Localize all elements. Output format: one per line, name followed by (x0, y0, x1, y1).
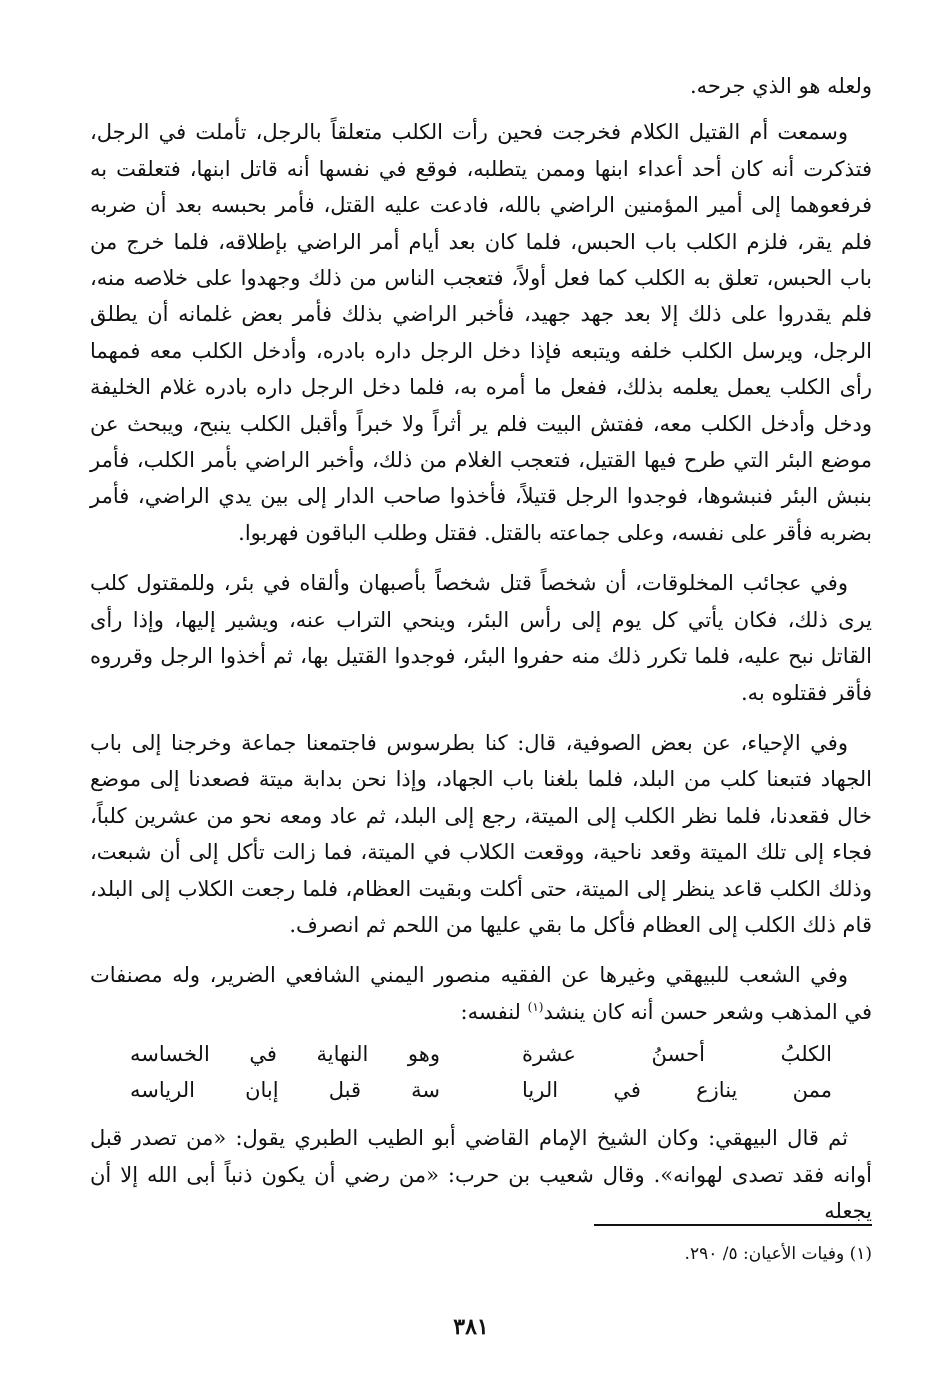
poem-word: ممن (792, 1078, 832, 1103)
poem-word: الرياسه (130, 1078, 195, 1103)
poem (130, 1036, 832, 1108)
paragraph-5-text-end: لنفسه: (460, 999, 528, 1024)
poem-word: إبان (245, 1078, 279, 1103)
poem-word: ينازع (696, 1078, 738, 1103)
poem-word: في (249, 1042, 277, 1067)
paragraph-3: وفي عجائب المخلوقات، أن شخصاً قتل شخصاً بأصبهان وألقاه في بئر، وللمقتول كلب يرى ذلك، فكان يأتي كل يوم إلى رأس البئر، وينحي التراب عنه، ويشير إليها، وإذا رأى القاتل نبح عليه، فلما تكرر ذلك منه حفروا البئر، فوجدوا القتيل بها، ثم أخذوا الرجل وقرروه فأقر فقتلوه به. (90, 571, 872, 705)
poem-line-1-first-hemistich (522, 1042, 832, 1066)
page-body (90, 68, 872, 1229)
poem-word: قبل (328, 1078, 361, 1103)
footnote-divider (594, 1224, 872, 1226)
footnote-reference[interactable]: (١) (527, 999, 544, 1014)
poem-word: أحسنُ (651, 1042, 705, 1067)
poem-line-1-second-hemistich (130, 1042, 440, 1066)
paragraph-4: وفي الإحياء، عن بعض الصوفية، قال: كنا بطرسوس فاجتمعنا جماعة وخرجنا إلى باب الجهاد فتبعنا كلب من البلد، فلما بلغنا باب الجهاد، وإذا نحن بدابة ميتة فصعدنا إلى موضع خال فقعدنا، فلما نظر الكلب إلى الميتة، رجع إلى البلد، ثم عاد ومعه نحو من عشرين كلباً، فجاء إلى تلك الميتة وقعد ناحية، ووقعت الكلاب في الميتة، فما زالت تأكل إلى أن شبعت، وذلك الكلب قاعد ينظر إلى الميتة، حتى أكلت وبقيت العظام، فلما رجعت الكلاب إلى البلد، قام ذلك الكلب إلى العظام فأكل ما بقي عليها من اللحم ثم انصرف. (90, 730, 872, 937)
paragraph-6: ثم قال البيهقي: وكان الشيخ الإمام القاضي أبو الطيب الطبري يقول: «من تصدر قبل أوانه فقد تصدى لهوانه». وقال شعيب بن حرب: «من رضي أن يكون ذنباً أبى الله إلا أن يجعله (90, 1126, 872, 1223)
paragraph-1: ولعله هو الذي جرحه. (689, 74, 872, 98)
poem-word: النهاية (316, 1042, 369, 1067)
poem-word: في (613, 1078, 641, 1103)
poem-word: عشرة (522, 1042, 576, 1067)
footnote: (١) وفيات الأعيان: ٥/ ٢٩٠. (684, 1244, 872, 1264)
poem-word: الريا (522, 1078, 559, 1103)
paragraph-5 (90, 957, 872, 1030)
poem-word: الكلبُ (780, 1042, 832, 1067)
poem-word: الخساسه (130, 1042, 210, 1067)
paragraph-2: وسمعت أم القتيل الكلام فخرجت فحين رأت الكلب متعلقاً بالرجل، تأملت في الرجل، فتذكرت أنه كان أحد أعداء ابنها وممن يتطلبه، فوقع في نفسها أنه قاتل ابنها، فتعلقت به فرفعوهما إلى أمير المؤمنين الراضي بالله، فادعت عليه القتل، فأمر بحبسه بعد أن ضربه فلم يقر، فلزم الكلب باب الحبس، فلما كان بعد أيام أمر الراضي بإطلاقه، فلما خرج من باب الحبس، تعلق به الكلب كما فعل أولاً، فتعجب الناس من ذلك وجهدوا على خلاصه منه، فلم يقدروا على ذلك إلا بعد جهد جهيد، فأخبر الراضي بذلك فأمر بعض غلمانه أن يطلق الرجل، ويرسل الكلب خلفه ويتبعه فإذا دخل الرجل داره بادره، وأدخل الكلب معه فمهما رأى الكلب يعمل يعلمه بذلك، ففعل ما أمره به، فلما دخل الرجل داره بادره غلام الخليفة ودخل وأدخل الكلب معه، ففتش البيت فلم ير أثراً ولا خبراً وأقبل الكلب ينبح، ويبحث عن موضع البئر التي طرح فيها القتيل، فتعجب الغلام من ذلك، وأخبر الراضي بأمر الكلب، فأمر بنبش البئر فنبشوها، فوجدوا الرجل قتيلاً، فأخذوا صاحب الدار إلى بين يدي الراضي، فأمر بضربه فأقر على نفسه، وعلى جماعته بالقتل. فقتل وطلب الباقون فهربوا. (90, 120, 873, 545)
poem-line-2 (130, 1072, 832, 1108)
poem-word: سة (411, 1078, 440, 1103)
poem-line-1 (130, 1036, 832, 1072)
paragraph-5-text: وفي الشعب للبيهقي وغيرها عن الفقيه منصور اليمني الشافعي الضرير، وله مصنفات في المذهب وشعر حسن أنه كان ينشد (90, 963, 872, 1024)
page-number: ٣٨١ (453, 1314, 489, 1340)
poem-line-2-first-hemistich (522, 1078, 832, 1102)
poem-line-2-second-hemistich (130, 1078, 440, 1102)
poem-word: وهو (407, 1042, 440, 1067)
